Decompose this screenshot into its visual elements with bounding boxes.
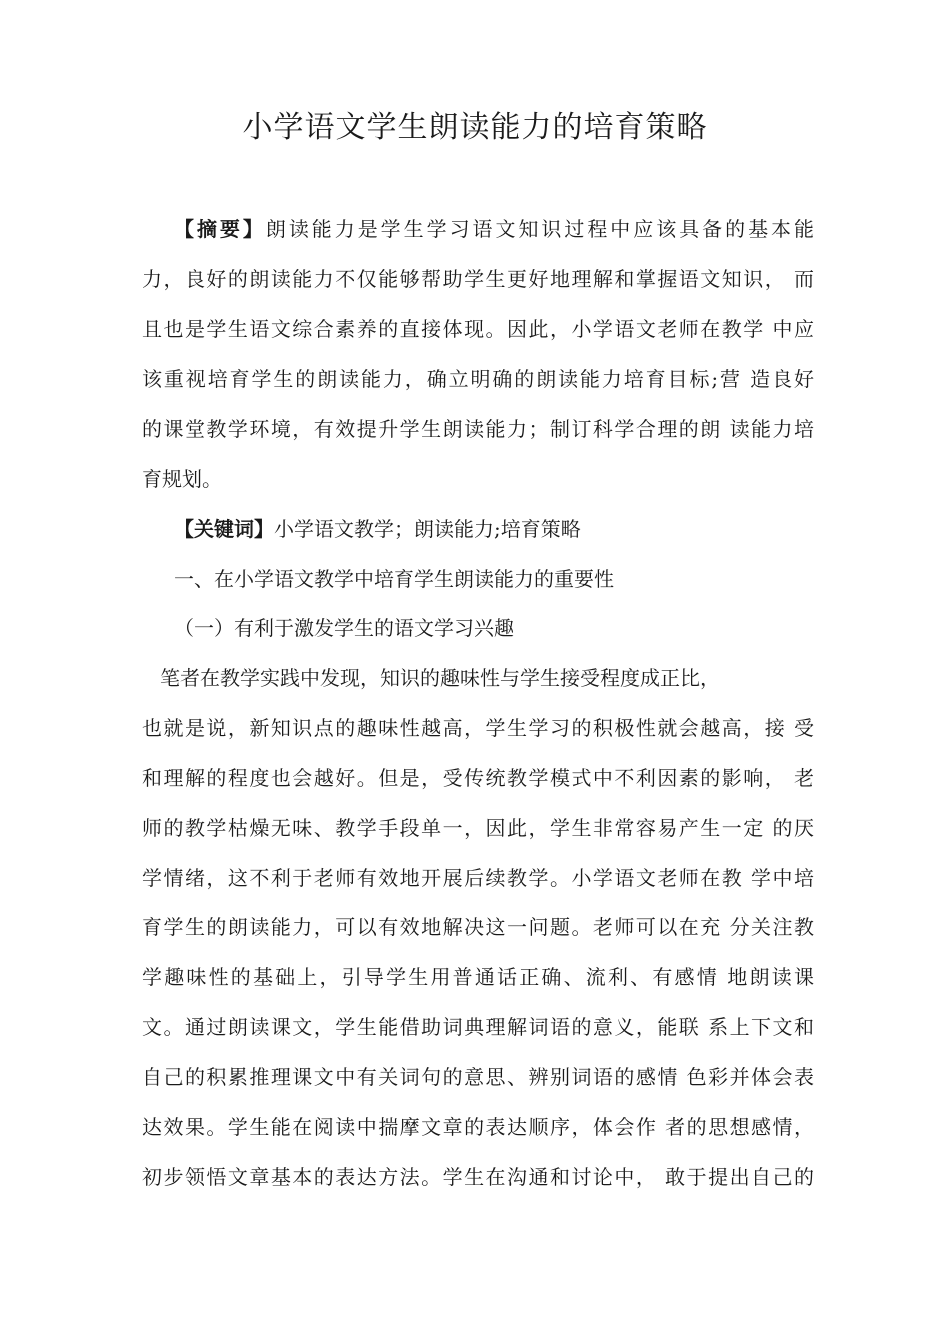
abstract-line-3: 且也是学生语文综合素养的直接体现。因此，小学语文老师在教学 中应 — [142, 317, 814, 341]
document-title: 小学语文学生朗读能力的培育策略 — [242, 110, 708, 145]
abstract-line-4: 该重视培育学生的朗读能力，确立明确的朗读能力培育目标;营 造良好 — [142, 367, 814, 391]
abstract-line-2: 力，良好的朗读能力不仅能够帮助学生更好地理解和掌握语文知识， 而 — [142, 267, 814, 291]
abstract-tag: 【摘要】 — [174, 217, 266, 241]
body-line-8: 文。通过朗读课文，学生能借助词典理解词语的意义，能联 系上下文和 — [142, 1015, 814, 1039]
keywords-line — [174, 511, 814, 547]
abstract-line-5: 的课堂教学环境，有效提升学生朗读能力；制订科学合理的朗 读能力培 — [142, 417, 814, 441]
body-line-7: 学趣味性的基础上，引导学生用普通话正确、流利、有感情 地朗读课 — [142, 965, 814, 989]
subsection-heading: （一）有利于激发学生的语文学习兴趣 — [174, 616, 514, 640]
abstract-text: 朗读能力是学生学习语文知识过程中应该具备的基本能 — [265, 217, 814, 241]
body-line-5: 学情绪，这不利于老师有效地开展后续教学。小学语文老师在教 学中培 — [142, 866, 814, 890]
body-line-2: 也就是说，新知识点的趣味性越高，学生学习的积极性就会越高，接 受 — [142, 716, 814, 740]
abstract-line-6: 育规划。 — [142, 467, 222, 491]
body-line-6: 育学生的朗读能力，可以有效地解决这一问题。老师可以在充 分关注教 — [142, 915, 814, 939]
section-heading: 一、在小学语文教学中培育学生朗读能力的重要性 — [174, 567, 614, 591]
body-line-10: 达效果。学生能在阅读中揣摩文章的表达顺序，体会作 者的思想感情， — [142, 1115, 814, 1139]
body-line-11: 初步领悟文章基本的表达方法。学生在沟通和讨论中， 敢于提出自己的 — [142, 1165, 814, 1189]
keywords-tag: 【关键词】 — [174, 517, 274, 541]
abstract-line-1 — [174, 211, 814, 247]
body-line-9: 自己的积累推理课文中有关词句的意思、辨别词语的感情 色彩并体会表 — [142, 1065, 814, 1089]
body-line-3: 和理解的程度也会越好。但是，受传统教学模式中不利因素的影响， 老 — [142, 766, 814, 790]
body-line-1: 笔者在教学实践中发现，知识的趣味性与学生接受程度成正比， — [160, 666, 720, 690]
keywords-text: 小学语文教学；朗读能力;培育策略 — [274, 517, 581, 541]
body-line-4: 师的教学枯燥无味、教学手段单一，因此，学生非常容易产生一定 的厌 — [142, 816, 814, 840]
